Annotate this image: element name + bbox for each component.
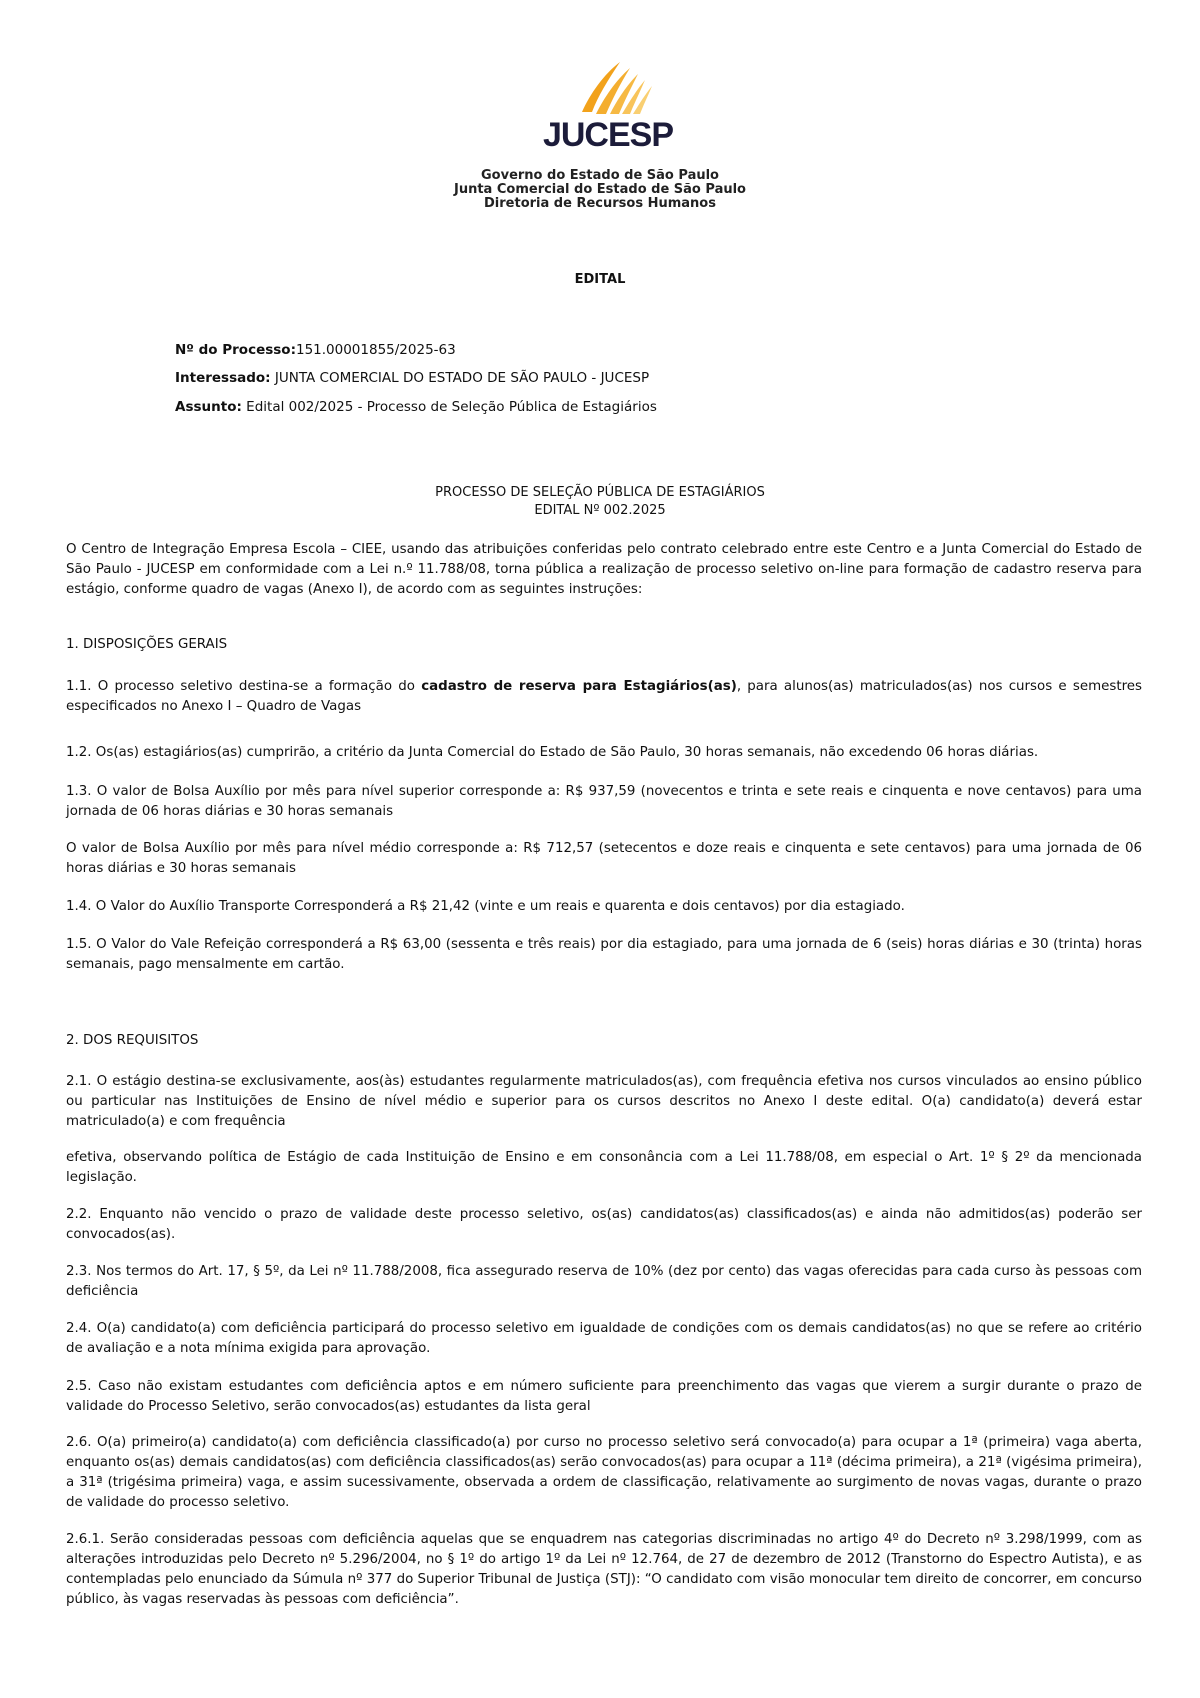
para-2-3: 2.3. Nos termos do Art. 17, § 5º, da Lei nº 11.788/2008, fica assegurado reserva de 10% (dez por cento) das vagas oferecidas para cada curso às pessoas com deficiência xyxy=(66,1264,1142,1299)
process-edital-number: EDITAL Nº 002.2025 xyxy=(534,503,666,518)
logo-text: JUCESP xyxy=(542,116,674,154)
para-1-5: 1.5. O Valor do Vale Refeição corresponderá a R$ 63,00 (sessenta e três reais) por dia estagiado, para uma jornada de 6 (seis) horas diárias e 30 (trinta) horas semanais, pago mensalmente em cartão. xyxy=(66,937,1142,972)
meta-interessado xyxy=(175,370,649,386)
para-1-3b: O valor de Bolsa Auxílio por mês para nível médio corresponde a: R$ 712,57 (setecentos e doze reais e cinquenta e sete centavos) para uma jornada de 06 horas diárias e 30 horas semanais xyxy=(66,841,1142,876)
section1-title: 1. DISPOSIÇÕES GERAIS xyxy=(66,637,228,652)
processo-label: Nº do Processo: xyxy=(175,342,296,358)
intro-paragraph: O Centro de Integração Empresa Escola – CIEE, usando das atribuições conferidas pelo contrato celebrado entre este Centro e a Junta Comercial do Estado de São Paulo - JUCESP em conformidade com a Lei n.º 11.788/08, torna pública a realização de processo seletivo on-line para formação de cadastro reserva para estágio, conforme quadro de vagas (Anexo I), de acordo com as seguintes instruções: xyxy=(66,542,1142,597)
interessado-value: JUNTA COMERCIAL DO ESTADO DE SÃO PAULO - JUCESP xyxy=(274,370,650,386)
para-2-1: 2.1. O estágio destina-se exclusivamente, aos(às) estudantes regularmente matriculados(as), com frequência efetiva nos cursos vinculados ao ensino público ou particular nas Instituições de Ensino de nível médio e superior para os cursos descritos no Anexo I deste edital. O(a) candidato(a) deverá estar matriculado(a) e com frequência xyxy=(66,1074,1142,1129)
para-2-4: 2.4. O(a) candidato(a) com deficiência participará do processo seletivo em igualdade de condições com os demais candidatos(as) no que se refere ao critério de avaliação e a nota mínima exigida para aprovação. xyxy=(66,1321,1142,1356)
assunto-value: Edital 002/2025 - Processo de Seleção Pública de Estagiários xyxy=(246,399,657,415)
para-1-2: 1.2. Os(as) estagiários(as) cumprirão, a critério da Junta Comercial do Estado de São Paulo, 30 horas semanais, não excedendo 06 horas diárias. xyxy=(66,745,1039,760)
meta-assunto xyxy=(175,399,657,415)
meta-processo xyxy=(175,342,456,358)
para-1-1 xyxy=(66,677,1142,717)
para-2-6-1: 2.6.1. Serão consideradas pessoas com deficiência aquelas que se enquadrem nas categorias discriminadas no artigo 4º do Decreto nº 3.298/1999, com as alterações introduzidas pelo Decreto nº 5.296/2004, no § 1º do artigo 1º da Lei nº 12.764, de 27 de dezembro de 2012 (Transtorno do Espectro Autista), e as contempladas pelo enunciado da Súmula nº 377 do Superior Tribunal de Justiça (STJ): “O candidato com visão monocular tem direito de concorrer, em concurso público, às vagas reservadas às pessoas com deficiência”. xyxy=(66,1532,1142,1607)
header-diretoria: Diretoria de Recursos Humanos xyxy=(484,196,716,211)
jucesp-swoosh-icon xyxy=(538,60,678,120)
para-1-1-a: 1.1. O processo seletivo destina-se a formação do xyxy=(66,679,422,694)
interessado-label: Interessado: xyxy=(175,370,271,386)
para-2-5: 2.5. Caso não existam estudantes com deficiência aptos e em número suficiente para preenchimento das vagas que vierem a surgir durante o prazo de validade do Processo Seletivo, serão convocados(as) estudantes da lista geral xyxy=(66,1379,1142,1414)
process-title: PROCESSO DE SELEÇÃO PÚBLICA DE ESTAGIÁRIOS xyxy=(435,485,765,500)
para-1-3: 1.3. O valor de Bolsa Auxílio por mês para nível superior corresponde a: R$ 937,59 (novecentos e trinta e sete reais e cinquenta e nove centavos) para uma jornada de 06 horas diárias e 30 horas semanais xyxy=(66,784,1142,819)
header-government: Governo do Estado de São Paulo xyxy=(481,168,719,183)
edital-title: EDITAL xyxy=(574,272,626,287)
jucesp-logo xyxy=(538,60,678,154)
section2-title: 2. DOS REQUISITOS xyxy=(66,1033,199,1048)
header-junta: Junta Comercial do Estado de São Paulo xyxy=(454,182,746,197)
para-2-2: 2.2. Enquanto não vencido o prazo de validade deste processo seletivo, os(as) candidatos(as) classificados(as) e ainda não admitidos(as) poderão ser convocados(as). xyxy=(66,1207,1142,1242)
para-2-1b: efetiva, observando política de Estágio de cada Instituição de Ensino e em consonância com a Lei 11.788/08, em especial o Art. 1º § 2º da mencionada legislação. xyxy=(66,1150,1142,1185)
para-1-1-b: , para alunos(as) matriculados(as) nos cursos e semestres especificados no Anexo I – Quadro de Vagas xyxy=(66,679,1143,714)
para-1-1-bold: cadastro de reserva para Estagiários(as) xyxy=(421,679,737,694)
para-1-4: 1.4. O Valor do Auxílio Transporte Corresponderá a R$ 21,42 (vinte e um reais e quarenta e dois centavos) por dia estagiado. xyxy=(66,899,905,914)
assunto-label: Assunto: xyxy=(175,399,242,415)
processo-value: 151.00001855/2025-63 xyxy=(295,342,456,358)
para-2-6: 2.6. O(a) primeiro(a) candidato(a) com deficiência classificado(a) por curso no processo seletivo será convocado(a) para ocupar a 1ª (primeira) vaga aberta, enquanto os(as) demais candidatos(as) com deficiência classificados(as) serão convocados(as) para ocupar a 11ª (décima primeira), a 21ª (vigésima primeira), a 31ª (trigésima primeira) vaga, e assim sucessivamente, observada a ordem de classificação, relativamente ao surgimento de novas vagas, durante o prazo de validade do processo seletivo. xyxy=(66,1435,1142,1510)
